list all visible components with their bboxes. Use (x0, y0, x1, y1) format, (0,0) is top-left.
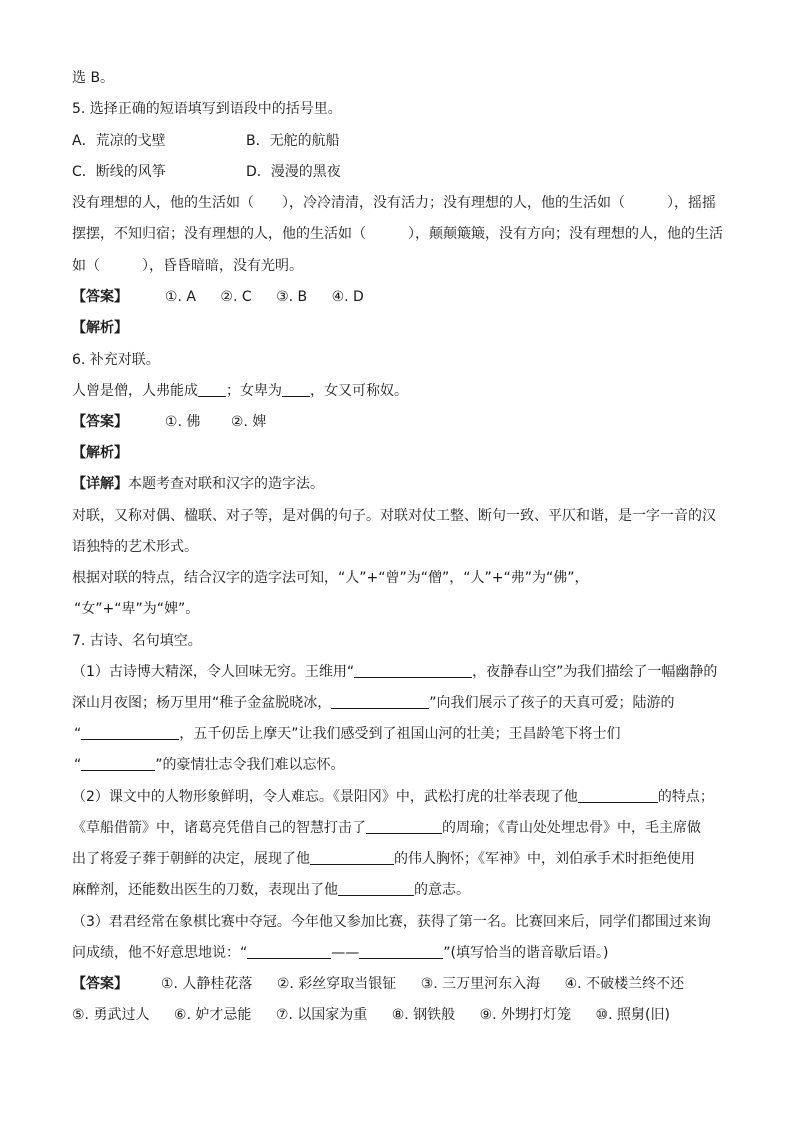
question-7-stem: 7. 古诗、名句填空。 (72, 633, 202, 649)
answer-item: ③. 三万里河东入海 (420, 976, 541, 992)
q5-paragraph-line: 摆摆，不知归宿；没有理想的人，他的生活如（ ），颠颠簸簸，没有方向；没有理想的人，他的生活 (72, 226, 723, 242)
answer-item: ⑧. 钢铁般 (391, 1007, 456, 1023)
q5-paragraph-line: 没有理想的人，他的生活如（ ），冷冷清清，没有活力；没有理想的人，他的生活如（ ），摇摇 (72, 195, 716, 211)
answer-item: ⑤. 勇武过人 (72, 1007, 150, 1023)
answer-item: ①. 人静桂花落 (160, 976, 253, 992)
q5-options-row-2 (72, 162, 734, 182)
q7-text: 问成绩，他不好意思地说：“ (72, 945, 248, 961)
q7-line (72, 818, 734, 838)
q7-line: （3）君君经常在象棋比赛中夺冠。今年他又参加比赛，获得了第一名。比赛回来后，同学们都围过来询 (72, 914, 711, 930)
q7-line (74, 724, 734, 744)
answer-item: ⑩. 照舅(旧) (595, 1007, 670, 1023)
q7-line (72, 849, 734, 869)
q7-answer-row (72, 1005, 734, 1025)
fill-blank (198, 381, 226, 397)
fill-blank (282, 381, 310, 397)
q6-answer-row (72, 412, 734, 432)
q7-text: ”的豪情壮志令我们难以忘怀。 (155, 757, 345, 773)
explanation-line: 对联，又称对偶、楹联、对子等，是对偶的句子。对联对仗工整、断句一致、平仄和谐，是一字一音的汉 (72, 508, 716, 524)
question-5-stem: 5. 选择正确的短语填写到语段中的括号里。 (72, 101, 342, 117)
explanation-line: “女”+“卑”为“婢”。 (74, 601, 200, 617)
q7-text: ，五千仞岳上摩天”让我们感受到了祖国山河的壮美；王昌龄笔下将士们 (179, 726, 621, 742)
q7-text: “ (74, 726, 82, 742)
option-b: B．无舵的航船 (246, 133, 340, 149)
fill-blank (247, 943, 331, 959)
fill-blank (354, 662, 472, 678)
q7-text: （1）古诗博大精深，令人回味无穷。王维用“ (72, 664, 355, 680)
q7-text: 的伟人胸怀；《军神》中，刘伯承手术时拒绝使用 (394, 851, 695, 867)
q7-text: 出了将爱子葬于朝鲜的决定，展现了他 (72, 851, 310, 867)
answer-item: ⑥. 妒才忌能 (173, 1007, 252, 1023)
option-c: C．断线的风筝 (72, 164, 166, 180)
q7-line (72, 943, 734, 963)
q5-paragraph-line: 如（ ），昏昏暗暗，没有光明。 (72, 258, 303, 274)
answer-item: ②. 婢 (230, 414, 267, 430)
fill-blank (338, 880, 414, 896)
answer-item: ⑨. 外甥打灯笼 (479, 1007, 572, 1023)
q5-answer-row (72, 287, 734, 307)
q7-text: 深山月夜图；杨万里用“稚子金盆脱晓冰， (72, 695, 332, 711)
q7-text: 《草船借箭》中，诸葛亮凭借自己的智慧打击了 (72, 820, 366, 836)
q7-line (72, 662, 734, 682)
answer-tag: 【答案】 (72, 289, 128, 305)
answer-item: ⑦. 以国家为重 (275, 1007, 368, 1023)
answer-item: ③. B (276, 289, 308, 305)
answer-item: ④. D (331, 289, 364, 305)
option-d: D．漫漫的黑夜 (246, 164, 341, 180)
analysis-tag: 【解析】 (72, 445, 128, 461)
q7-text: 的周瑜；《青山处处埋忠骨》中，毛主席做 (442, 820, 701, 836)
answer-item: ①. A (164, 289, 196, 305)
fill-blank (81, 755, 155, 771)
q7-text: ”向我们展示了孩子的天真可爱；陆游的 (429, 695, 675, 711)
detail-tag: 【详解】 (72, 476, 128, 492)
answer-item: ②. 彩丝穿取当银钲 (276, 976, 397, 992)
fill-blank (81, 724, 179, 740)
q7-text: —— (331, 945, 360, 961)
detail-line (72, 474, 734, 494)
q7-text: 的意志。 (414, 882, 470, 898)
couplet-text: 人曾是僧，人弗能成 (72, 383, 198, 399)
q5-options-row-1 (72, 131, 734, 151)
option-a: A．荒凉的戈壁 (72, 133, 166, 149)
analysis-tag: 【解析】 (72, 320, 128, 336)
answer-item: ①. 佛 (164, 414, 201, 430)
fill-blank (331, 693, 429, 709)
explanation-line: 根据对联的特点，结合汉字的造字法可知，“人”+“曾”为“僧”，“人”+“弗”为“佛”， (72, 570, 589, 586)
q7-line (72, 693, 734, 713)
q7-line (72, 880, 734, 900)
q6-couplet-line (72, 381, 734, 401)
question-6-stem: 6. 补充对联。 (72, 352, 160, 368)
text-line: 选 B。 (72, 70, 115, 86)
q7-text: “ (74, 757, 82, 773)
couplet-text: ；女卑为 (226, 383, 282, 399)
q7-answer-row (72, 974, 734, 994)
fill-blank (366, 818, 442, 834)
fill-blank (310, 849, 394, 865)
q7-text: 的特点； (657, 789, 714, 805)
q7-line (72, 787, 734, 807)
explanation-line: 语独特的艺术形式。 (72, 539, 198, 555)
fill-blank (359, 943, 443, 959)
q7-text: 麻醉剂，还能数出医生的刀数，表现出了他 (72, 882, 338, 898)
q7-text: ”(填写恰当的谐音歇后语。) (443, 945, 609, 961)
answer-tag: 【答案】 (72, 414, 128, 430)
couplet-text: ，女又可称奴。 (310, 383, 408, 399)
q7-text: ，夜静春山空”为我们描绘了一幅幽静的 (472, 664, 718, 680)
detail-text: 本题考查对联和汉字的造字法。 (128, 476, 324, 492)
answer-item: ④. 不破楼兰终不还 (564, 976, 685, 992)
q7-line (74, 755, 734, 775)
answer-item: ②. C (220, 289, 252, 305)
fill-blank (578, 787, 658, 803)
q7-text: （2）课文中的人物形象鲜明，令人难忘。《景阳冈》中，武松打虎的壮举表现了他 (72, 789, 578, 805)
answer-tag: 【答案】 (72, 976, 128, 992)
